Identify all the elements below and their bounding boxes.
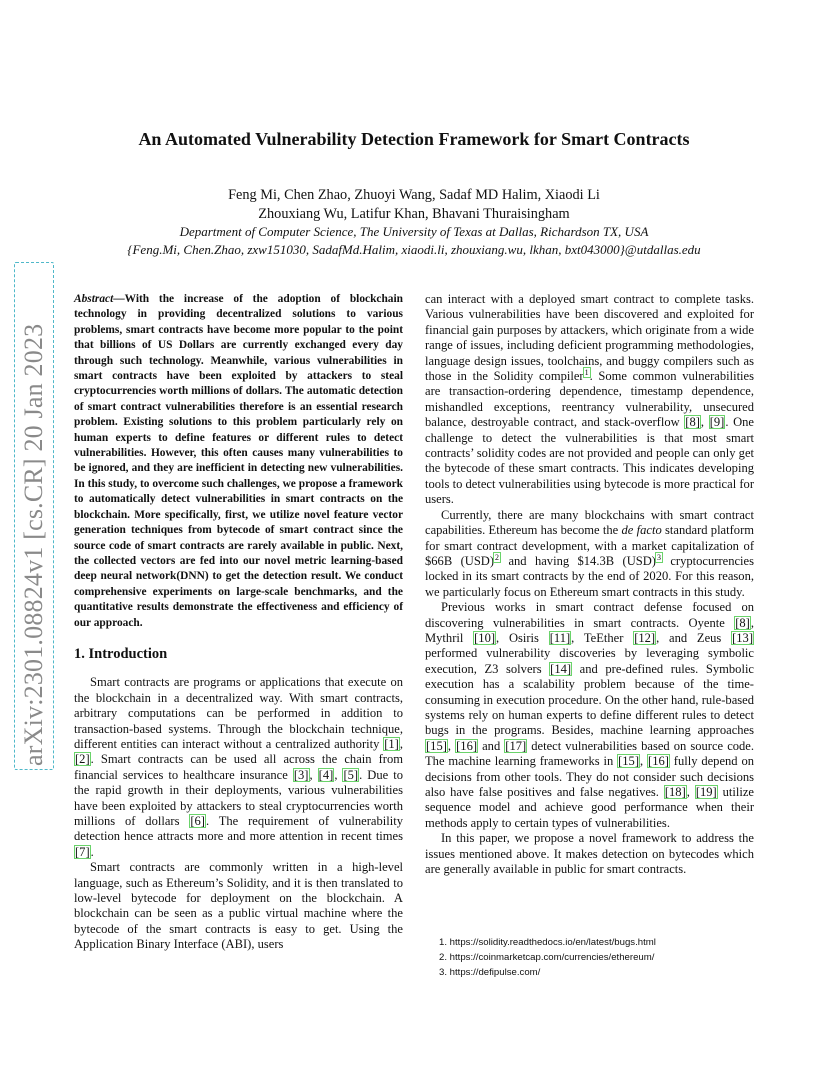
intro-paragraph-4: Previous works in smart contract defense focused on discovering vulnerabilities in smart contracts. Oyente [8], Mythril [10], Osiris [11], TeEther [12], and Zeus [13] performed vulnerability discoveries by leveraging symbolic execution, Z3 solvers [14] and pre-defined rules. Symbolic execution has a scalability problem because of the time-consuming in execution procedure. On the other hand, rule-based systems rely on human experts to define different rules to detect bugs in the programs. Besides, machine learning approaches [15], [16] and [17] detect vulnerabilities based on source code. The machine learning frameworks in [15], [16] fully depend on decisions from other tools. They do not consider such decisions also have false positives and false negatives. [18], [19] utilize sequence model and achieve good performance when their methods apply to certain types of vulnerabilities. bbox=[425, 600, 755, 830]
citation-link[interactable]: [17] bbox=[505, 738, 527, 753]
citation-link[interactable]: [3] bbox=[293, 767, 309, 782]
footnote-3[interactable]: 3. https://defipulse.com/ bbox=[439, 967, 541, 978]
email-list: {Feng.Mi, Chen.Zhao, zxw151030, SadafMd.Halim, xiaodi.li, zhouxiang.wu, lkhan, bxt043000}@utdallas.edu bbox=[127, 242, 701, 257]
citation-link[interactable]: [15] bbox=[618, 754, 640, 769]
footnote-1[interactable]: 1. https://solidity.readthedocs.io/en/latest/bugs.html bbox=[439, 937, 656, 948]
citation-link[interactable]: [11] bbox=[549, 630, 571, 645]
abstract-text: —With the increase of the adoption of blockchain technology in providing decentralized solutions to various problems, smart contracts have become more popular to the point that billions of US Dollars are currently exchanged every day through such technology. Meanwhile, various vulnerabilities in smart contracts have been exploited by attackers to steal cryptocurrencies worth millions of dollars. The automatic detection of smart contract vulnerabilities therefore is an essential research problem. Existing solutions to this problem particularly rely on human experts to define features or different rules to detect vulnerabilities. However, this often causes many vulnerabilities to be ignored, and they are inefficient in detecting new vulnerabilities. In this study, to overcome such challenges, we propose a framework to automatically detect vulnerabilities in smart contracts on the blockchain. More specifically, first, we utilize novel feature vector generation techniques from bytecode of smart contract since the source code of smart contracts are rarely available in public. Next, the collected vectors are fed into our novel metric learning-based deep neural network(DNN) to get the detection result. We conduct comprehensive experiments on large-scale benchmarks, and the quantitative results demonstrate the effectiveness and efficiency of our approach. bbox=[74, 293, 403, 629]
left-column bbox=[74, 292, 403, 953]
author-line-2: Zhouxiang Wu, Latifur Khan, Bhavani Thuraisingham bbox=[258, 206, 570, 222]
citation-link[interactable]: [14] bbox=[550, 661, 572, 676]
citation-link[interactable]: [9] bbox=[709, 415, 725, 430]
citation-link[interactable]: [4] bbox=[318, 767, 334, 782]
intro-paragraph-1: Smart contracts are programs or applications that execute on the blockchain in a decentralized way. With smart contracts, arbitrary computations can be performed in addition to transaction-based systems. Through the blockchain technique, different entities can interact without a centralized authority [1], [2]. Smart contracts can be used all across the chain from financial services to healthcare insurance [3], [4], [5]. Due to the rapid growth in their deployments, various vulnerabilities have been exploited by attackers to steal cryptocurrencies worth millions of dollars [6]. The requirement of vulnerability detection hence attracts more and more attention in recent times [7]. bbox=[74, 675, 403, 859]
citation-link[interactable]: [8] bbox=[735, 615, 750, 630]
intro-paragraph-3: Currently, there are many blockchains with smart contract capabilities. Ethereum has become the de facto standard platform for smart contract development, with a market capitalization of $66B (USD)$^2$ and having $14.3B (USD)$^3$ cryptocurrencies locked in its smart contracts by the end of 2020. For this reason, we particularly focus on Ethereum smart contracts in this study. bbox=[425, 507, 755, 599]
citation-link[interactable]: [18] bbox=[664, 785, 686, 799]
intro-paragraph-5: In this paper, we propose a novel framework to address the issues mentioned above. It makes detection on bytecodes which are generally available in public for smart contracts. bbox=[425, 831, 754, 877]
paper-title: An Automated Vulnerability Detection Framework for Smart Contracts bbox=[138, 129, 690, 149]
right-column bbox=[425, 292, 754, 877]
footnote-marker[interactable]: 2 bbox=[495, 552, 500, 562]
citation-link[interactable]: [16] bbox=[648, 754, 669, 769]
affiliation-block bbox=[74, 223, 754, 259]
citation-link[interactable]: [7] bbox=[75, 844, 90, 859]
footnotes bbox=[439, 935, 759, 980]
citation-link[interactable]: [6] bbox=[190, 814, 205, 828]
citation-link[interactable]: [19] bbox=[695, 785, 717, 799]
footnote-marker[interactable]: 1 bbox=[584, 367, 589, 377]
abstract-label: Abstract bbox=[74, 293, 114, 305]
citation-link[interactable]: [5] bbox=[343, 767, 359, 782]
author-list bbox=[74, 186, 754, 224]
citation-link[interactable]: [2] bbox=[75, 752, 90, 767]
affiliation: Department of Computer Science, The University of Texas at Dallas, Richardson TX, USA bbox=[179, 224, 649, 239]
arxiv-identifier: arXiv:2301.08824v1 [cs.CR] 20 Jan 2023 bbox=[19, 323, 48, 766]
citation-link[interactable]: [13] bbox=[732, 630, 753, 645]
footnote-marker[interactable]: 3 bbox=[656, 552, 661, 562]
footnote-2[interactable]: 2. https://coinmarketcap.com/currencies/ethereum/ bbox=[439, 952, 655, 963]
citation-link[interactable]: [16] bbox=[456, 738, 478, 753]
author-line-1: Feng Mi, Chen Zhao, Zhuoyi Wang, Sadaf MD Halim, Xiaodi Li bbox=[228, 187, 600, 203]
abstract bbox=[74, 292, 403, 631]
citation-link[interactable]: [8] bbox=[685, 415, 700, 430]
section-heading-introduction: 1. Introduction bbox=[74, 645, 168, 662]
intro-paragraph-2-continued: can interact with a deployed smart contract to complete tasks. Various vulnerabilities have been discovered and exploited for financial gain purposes by attackers, which originate from a wide range of issues, including deficient programming methodologies, language design issues, toolchains, and buggy compilers such as those in the Solidity compiler$^1$. Some common vulnerabilities are transaction-ordering dependence, timestamp dependence, mishandled exceptions, reentrancy vulnerability, unsecured balance, destroyable contract, and stack-overflow [8], [9]. One challenge to detect the vulnerabilities is that most smart contracts’ solidity codes are not provided and people can only get the bytecode of these smart contracts. This indicates developing tools to detect vulnerabilities using bytecode is more practical for users. bbox=[425, 292, 754, 507]
citation-link[interactable]: [1] bbox=[384, 736, 399, 751]
citation-link[interactable]: [10] bbox=[474, 630, 496, 645]
citation-link[interactable]: [15] bbox=[426, 738, 447, 753]
intro-paragraph-2: Smart contracts are commonly written in a high-level language, such as Ethereum’s Solidity, and it is then translated to low-level bytecode for deployment on the blockchain. A blockchain can be seen as a public virtual machine where the bytecode of the smart contracts is easy to get. Using the Application Binary Interface (ABI), users bbox=[74, 860, 403, 952]
citation-link[interactable]: [12] bbox=[634, 630, 656, 645]
